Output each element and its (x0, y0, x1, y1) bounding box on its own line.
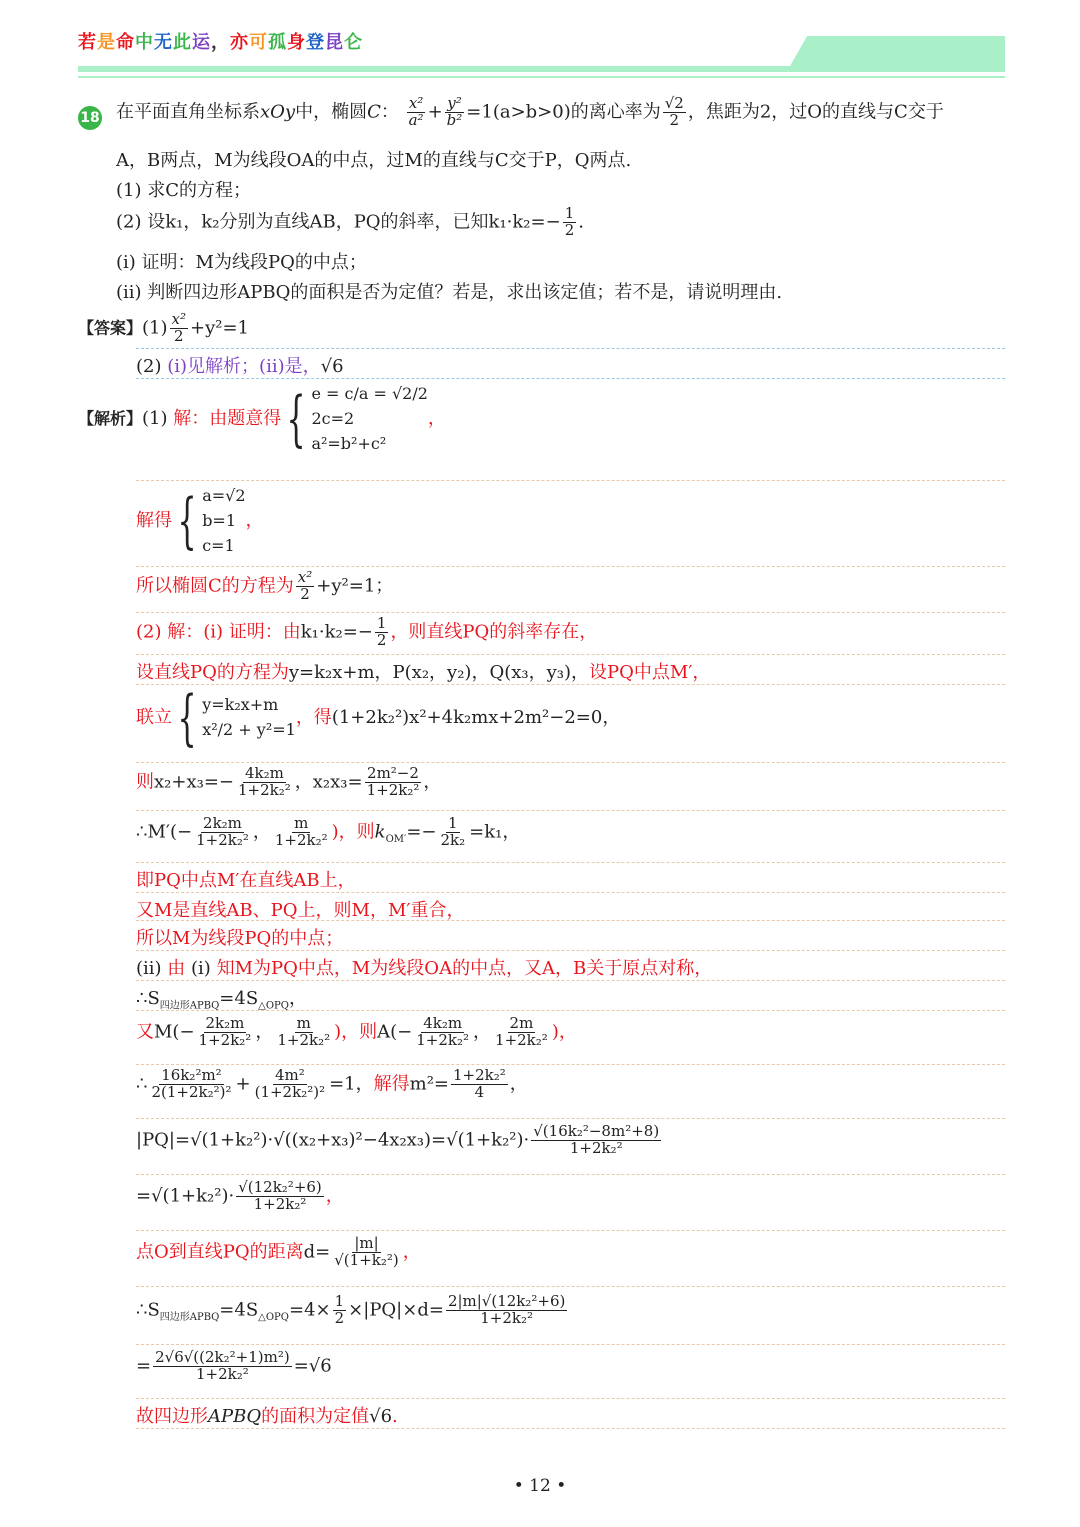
separator (136, 348, 1005, 349)
motto-char: 命 (116, 32, 135, 53)
separator (136, 980, 1005, 981)
question-line-2: A，B两点，M为线段OA的中点，过M的直线与C交于P，Q两点. (116, 150, 632, 171)
separator (136, 920, 1005, 921)
solution-step-13: $\therefore S_{四边形APBQ}=4S_{\triangle OPQ}$， (136, 988, 307, 1012)
answer-line-1: 【答案】(1) $\frac{\text{x²}}{2}$ +y²=1 (78, 310, 250, 345)
solution-step-1: 【解析】(1) 解：由题意得{ e = c/a = √2/2 2c=2 a²=b²+c² ， (78, 384, 446, 455)
motto-char: 运 (192, 32, 211, 53)
solution-step-9: 即PQ中点M′在直线AB上， (136, 870, 356, 891)
separator (136, 1428, 1005, 1429)
header-motto (78, 28, 363, 54)
header-band (790, 36, 1005, 66)
motto-char: 中 (135, 32, 154, 53)
separator (136, 810, 1005, 811)
solution-step-16: |PQ|=√(1+k₂²)·√((x₂+x₃)²−4x₂x₃)=√(1+k₂²)· $\frac{\text{√(16k₂²−8m²+8)}}{\text{1+2k₂²}}$ (136, 1122, 660, 1157)
separator (136, 950, 1005, 951)
separator (136, 762, 1005, 763)
separator (136, 1398, 1005, 1399)
separator (136, 1174, 1005, 1175)
question-part-1: (1) 求C的方程； (116, 180, 251, 201)
separator (136, 1118, 1005, 1119)
question-part-ii: (ⅱ) 判断四边形APBQ的面积是否为定值？若是，求出该定值；若不是，请说明理由. (116, 282, 783, 303)
separator (136, 654, 1005, 655)
question-part-i: (ⅰ) 证明：M为线段PQ的中点； (116, 252, 367, 273)
solution-step-20: = $\frac{\text{2√6√((2k₂²+1)m²)}}{\text{1+2k₂²}}$ =√6 (136, 1348, 332, 1383)
separator (136, 862, 1005, 863)
separator (136, 1344, 1005, 1345)
solution-step-11: 所以M为线段PQ的中点； (136, 928, 344, 949)
question-number-badge: 18 (78, 106, 102, 130)
motto-char: 亦 (230, 32, 249, 53)
motto-char: 此 (173, 32, 192, 53)
solution-step-14: 又M(− $\frac{\text{2k₂m}}{\text{1+2k₂²}}$ ， $\frac{m}{\text{1+2k₂²}}$ )，则A(− $\frac{\text{4k₂m}}{\text{1+2k₂²}}$ ， $\frac{2m}{\text{1+2k₂²}}$ )， (136, 1014, 577, 1049)
motto-char: 是 (97, 32, 116, 53)
separator (136, 1064, 1005, 1065)
motto-char: 仑 (344, 32, 363, 53)
solution-step-17: =√(1+k₂²)· $\frac{\text{√(12k₂²+6)}}{\text{1+2k₂²}}$ ， (136, 1178, 344, 1213)
question-line-1: 在平面直角坐标系xOy中，椭圆C： $\frac{\text{x²}}{\text{a²}}$ + $\frac{\text{y²}}{\text{b²}}$ =1(a>b>0)的离心率为 $\frac{√2}{2}$ ，焦距为2，过O的直线与C交于 (116, 94, 944, 129)
solution-conclusion: 故四边形APBQ的面积为定值√6. (136, 1406, 398, 1427)
answer-line-2: (2) (i)见解析；(ii)是，√6 (136, 356, 344, 377)
separator (136, 892, 1005, 893)
separator (136, 480, 1005, 481)
question-part-2: (2) 设k₁，k₂分别为直线AB，PQ的斜率，已知k₁·k₂=− $\frac{1}{2}$ . (116, 204, 584, 239)
motto-char: ， (211, 32, 230, 53)
motto-char: 孤 (268, 32, 287, 53)
separator (136, 1230, 1005, 1231)
solution-step-7: 则x₂+x₃=− $\frac{\text{4k₂m}}{\text{1+2k₂²}}$ ，x₂x₃= $\frac{\text{2m²−2}}{\text{1+2k₂²}}$ ， (136, 764, 442, 799)
solution-step-12: (ii) 由 (i) 知M为PQ中点，M为线段OA的中点，又A，B关于原点对称， (136, 958, 713, 979)
solution-step-2: 解得{ a=√2 b=1 c=1 ， (136, 486, 264, 557)
separator (136, 566, 1005, 567)
solution-step-5: 设直线PQ的方程为y=k₂x+m，P(x₂，y₂)，Q(x₃，y₃)，设PQ中点M′， (136, 662, 711, 683)
separator (136, 1286, 1005, 1287)
solution-step-19: $\therefore S_{四边形APBQ}=4S_{\triangle OPQ}=4\times$ $\frac{1}{2}$ ×|PQ|×d= $\frac{\text{2|m|√(12k₂²+6)}}{\text{1+2k₂²}}$ (136, 1292, 566, 1327)
motto-char: 昆 (325, 32, 344, 53)
motto-char: 可 (249, 32, 268, 53)
solution-step-15: ∴ $\frac{\text{16k₂²m²}}{\text{2(1+2k₂²)²}}$ + $\frac{\text{4m²}}{\text{(1+2k₂²)²}}$ =1，解得m²= $\frac{\text{1+2k₂²}}{4}$ ， (136, 1066, 528, 1101)
motto-char: 登 (306, 32, 325, 53)
solution-step-8: ∴M′(− $\frac{\text{2k₂m}}{\text{1+2k₂²}}$ ， $\frac{m}{\text{1+2k₂²}}$ )，则$k_{OM'}=-$ $\frac{1}{\text{2k₂}}$ =k₁， (136, 814, 521, 849)
header-rule-thin (78, 76, 1005, 78)
motto-char: 身 (287, 32, 306, 53)
separator (136, 684, 1005, 685)
solution-step-3: 所以椭圆C的方程为 $\frac{\text{x²}}{2}$ +y²=1； (136, 568, 394, 603)
separator (136, 612, 1005, 613)
solution-step-10: 又M是直线AB、PQ上，则M，M′重合， (136, 900, 465, 921)
separator (136, 1010, 1005, 1011)
motto-char: 无 (154, 32, 173, 53)
header-rule (78, 66, 1005, 72)
solution-step-6: 联立{ y=k₂x+m x²/2 + y²=1 ，得(1+2k₂²)x²+4k₂mx+2m²−2=0， (136, 683, 621, 753)
motto-char: 若 (78, 32, 97, 53)
solution-step-18: 点O到直线PQ的距离d= $\frac{|m|}{\text{√(1+k₂²)}}$ ， (136, 1234, 421, 1269)
page-number: • 12 • (513, 1476, 567, 1496)
separator (136, 378, 1005, 379)
solution-step-4: (2) 解：(i) 证明：由k₁·k₂=− $\frac{1}{2}$ ，则直线PQ的斜率存在， (136, 614, 598, 649)
